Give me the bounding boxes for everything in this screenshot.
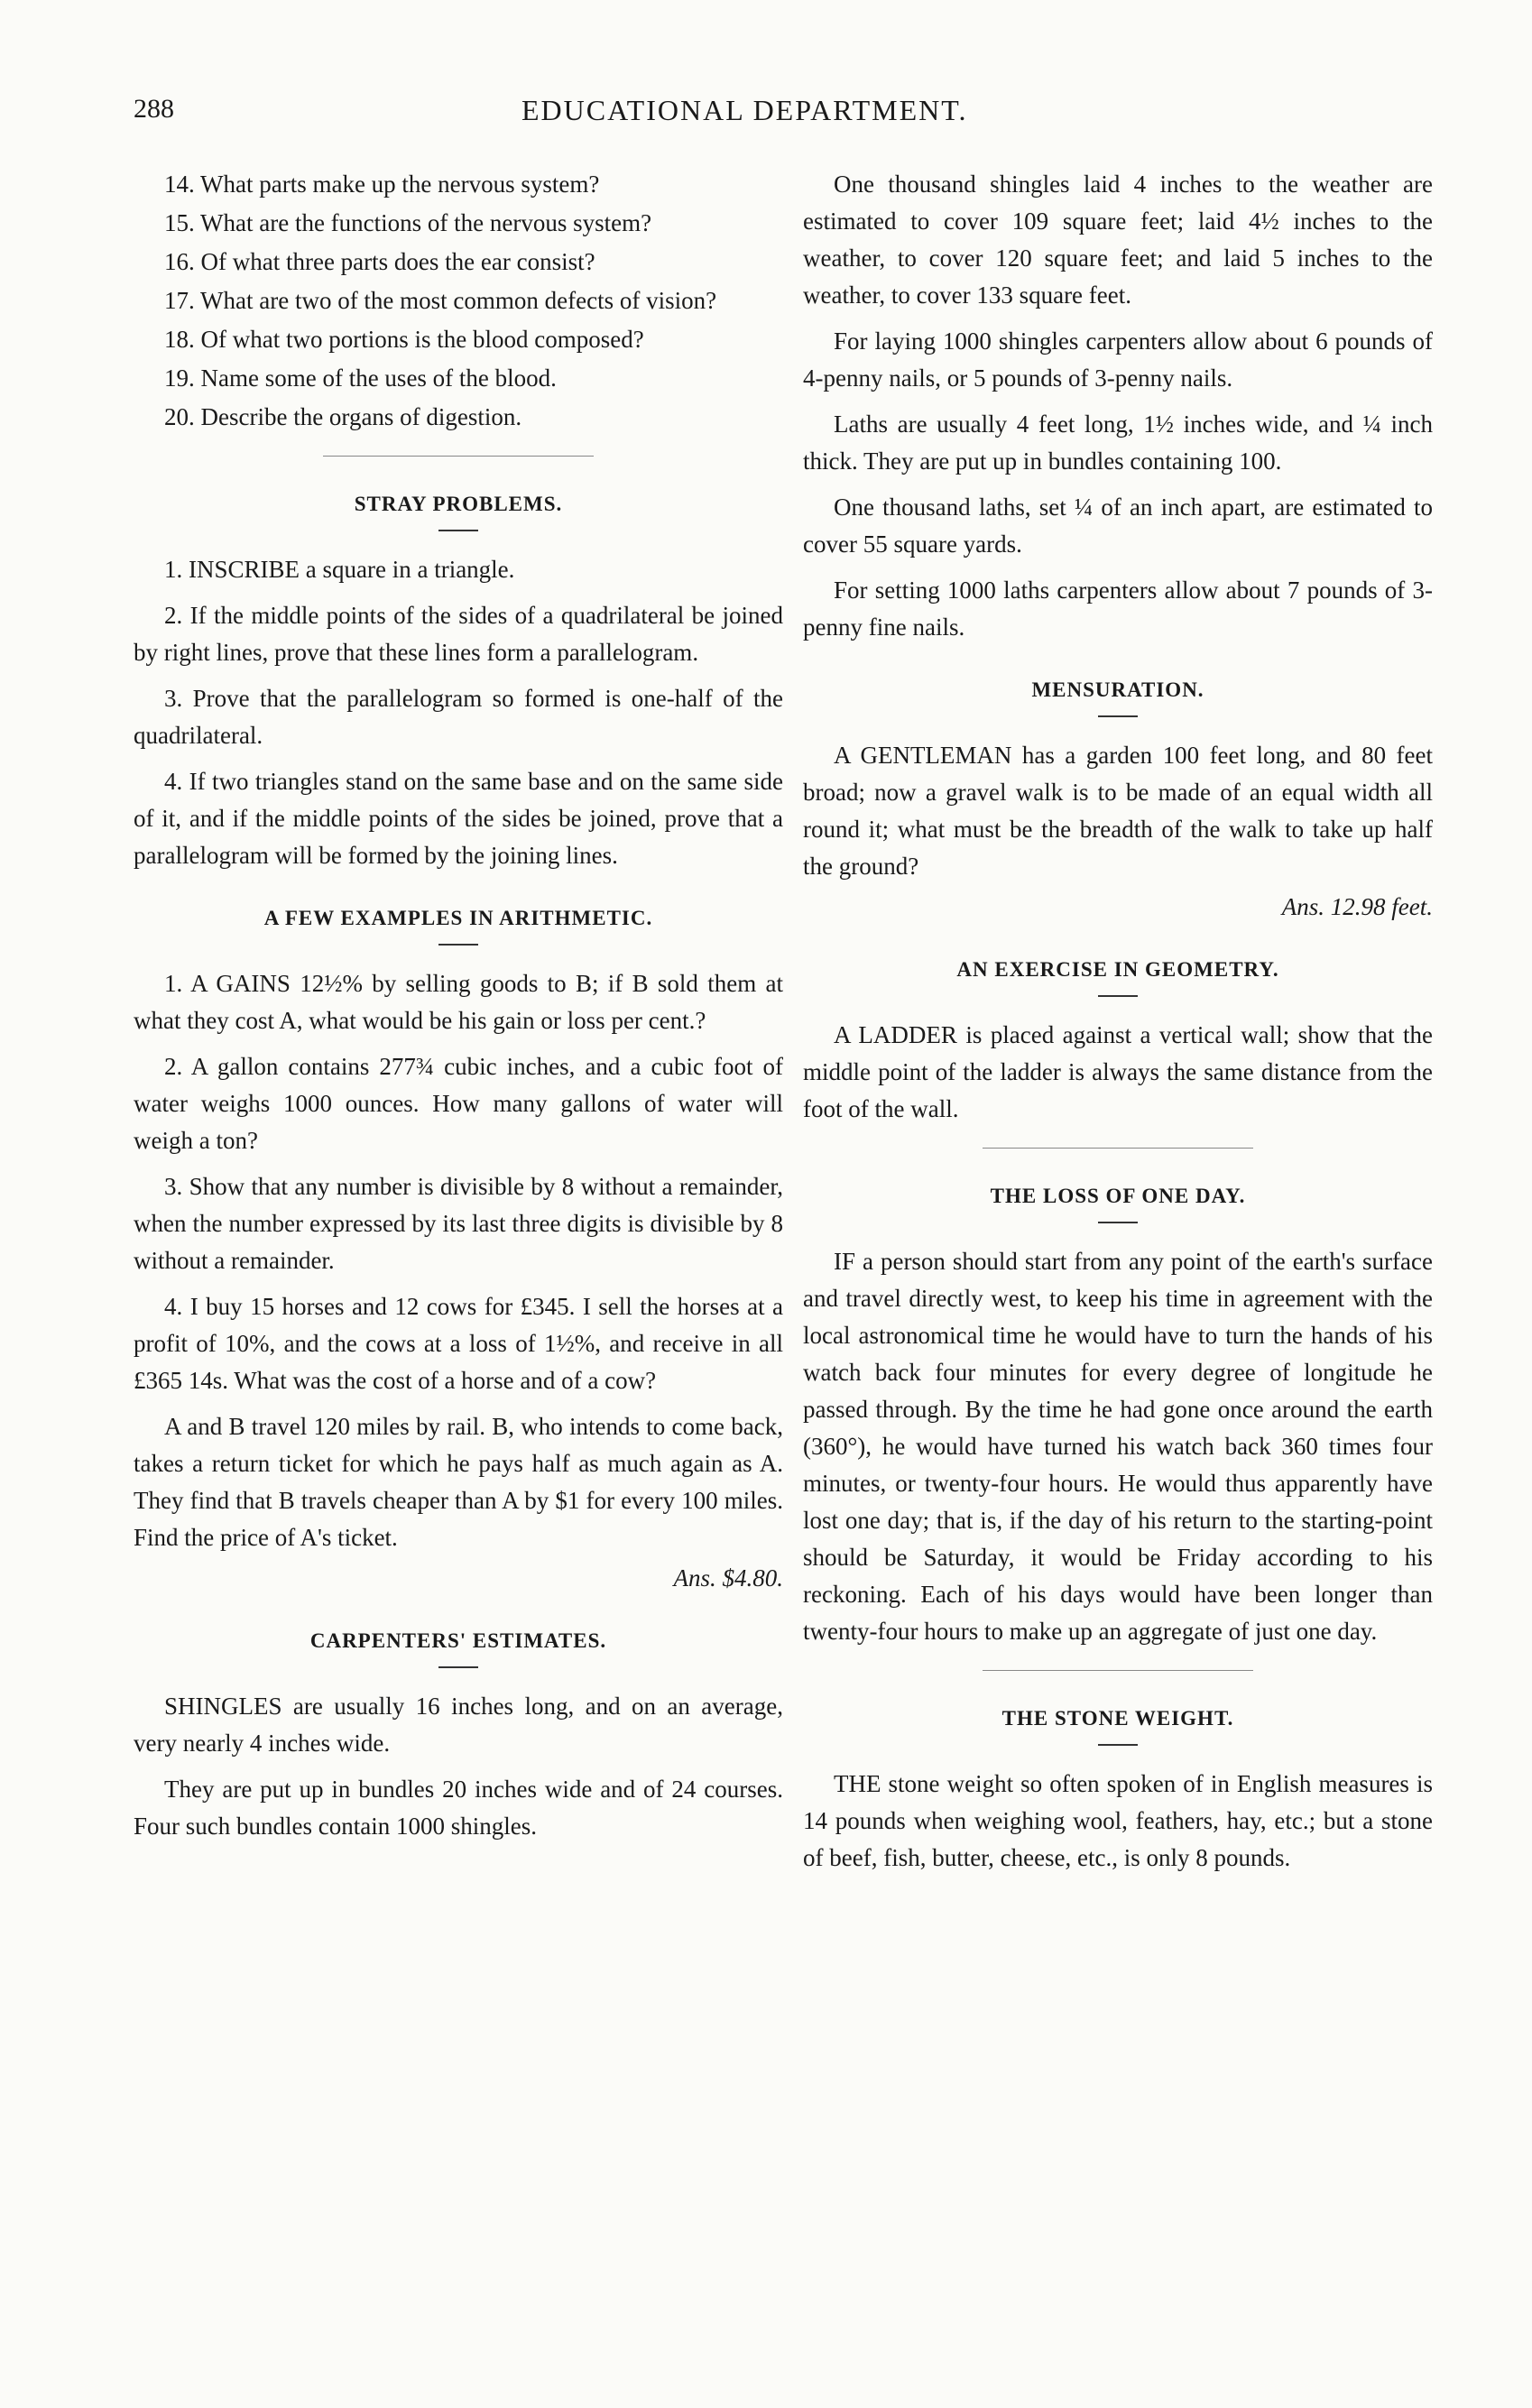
geometry-text: A LADDER is placed against a vertical wall; show that the middle point of the ladder is always the same distance from the foot of the wall. — [803, 1021, 1433, 1122]
question-16: 16. Of what three parts does the ear consist? — [164, 248, 595, 275]
carpenters-para-7: For setting 1000 laths carpenters allow about 7 pounds of 3-penny fine nails. — [803, 577, 1433, 641]
heading-rule — [438, 1666, 478, 1668]
arithmetic-heading: A FEW EXAMPLES IN ARITHMETIC. — [263, 907, 653, 929]
question-19: 19. Name some of the uses of the blood. — [164, 364, 557, 392]
heading-rule — [1098, 1222, 1138, 1223]
mensuration-answer: Ans. 12.98 feet. — [1281, 893, 1433, 920]
page-header — [134, 94, 1424, 137]
mensuration-heading: MENSURATION. — [1031, 678, 1204, 701]
question-20: 20. Describe the organs of digestion. — [164, 403, 522, 430]
carpenters-para-4: For laying 1000 shingles carpenters allow about 6 pounds of 4-penny nails, or 5 pounds of 3-penny nails. — [803, 328, 1433, 392]
arithmetic-example-3: 3. Show that any number is divisible by 8 without a remainder, when the number expressed by its last three digits is divisible by 8 without a remainder. — [134, 1173, 783, 1274]
left-column — [134, 166, 783, 1854]
stray-problem-4: 4. If two triangles stand on the same base and on the same side of it, and if the middle points of the sides be joined, prove that a parallelogram will be formed by the joining lines. — [134, 768, 783, 869]
arithmetic-example-2: 2. A gallon contains 277¾ cubic inches, and a cubic foot of water weighs 1000 ounces. How many gallons of water will weigh a ton? — [134, 1053, 783, 1154]
mensuration-text: A GENTLEMAN has a garden 100 feet long, and 80 feet broad; now a gravel walk is to be made of an equal width all round it; what must be the breadth of the walk to take up half the ground? — [803, 742, 1433, 880]
carpenters-para-1: SHINGLES are usually 16 inches long, and on an average, very nearly 4 inches wide. — [134, 1693, 783, 1757]
arithmetic-example-4: 4. I buy 15 horses and 12 cows for £345. I sell the horses at a profit of 10%, and the cows at a loss of 1½%, and receive in all £365 14s. What was the cost of a horse and of a cow? — [134, 1293, 783, 1394]
stone-weight-heading: THE STONE WEIGHT. — [1001, 1707, 1234, 1730]
arithmetic-answer: Ans. $4.80. — [673, 1564, 783, 1591]
carpenters-heading: CARPENTERS' ESTIMATES. — [309, 1629, 607, 1652]
arithmetic-example-5: A and B travel 120 miles by rail. B, who intends to come back, takes a return ticket for which he pays half as much again as A. They find that B travels cheaper than A by $1 for every 100 miles. Find the price of A's ticket. — [134, 1413, 783, 1551]
section-divider — [983, 1148, 1253, 1149]
section-divider — [323, 456, 594, 457]
question-17: 17. What are two of the most common defects of vision? — [164, 287, 717, 314]
heading-rule — [1098, 1744, 1138, 1746]
question-15: 15. What are the functions of the nervous system? — [164, 209, 652, 236]
arithmetic-example-1: 1. A GAINS 12½% by selling goods to B; if B sold them at what they cost A, what would be his gain or loss per cent.? — [134, 970, 783, 1034]
carpenters-para-3: One thousand shingles laid 4 inches to the weather are estimated to cover 109 square feet; laid 4½ inches to the weather, to cover 120 square feet; and laid 5 inches to the weather, to cover 133 square feet. — [803, 171, 1433, 309]
heading-rule — [438, 944, 478, 946]
question-14: 14. What parts make up the nervous system? — [164, 171, 600, 198]
loss-of-day-text: IF a person should start from any point of the earth's surface and travel directly west, to keep his time in agreement with the local astronomical time he would have to turn the hands of his watch back four minutes for every degree of longitude he passed through. By the time he had gone once around the earth (360°), he would have turned his watch back 360 times four minutes, or twenty-four hours. He would thus apparently have lost one day; that is, if the day of his return to the starting-point should be Saturday, it would be Friday according to his reckoning. Each of his days would have been longer than twenty-four hours to make up an aggregate of just one day. — [803, 1248, 1433, 1645]
running-head: EDUCATIONAL DEPARTMENT. — [521, 94, 968, 126]
question-18: 18. Of what two portions is the blood composed? — [164, 326, 644, 353]
stone-weight-text: THE stone weight so often spoken of in English measures is 14 pounds when weighing wool, feathers, hay, etc.; but a stone of beef, fish, butter, cheese, etc., is only 8 pounds. — [803, 1770, 1433, 1871]
heading-rule — [1098, 715, 1138, 717]
section-divider — [983, 1670, 1253, 1671]
carpenters-para-6: One thousand laths, set ¼ of an inch apart, are estimated to cover 55 square yards. — [803, 494, 1433, 558]
right-column — [803, 166, 1433, 1886]
heading-rule — [438, 530, 478, 531]
page-number: 288 — [134, 94, 174, 124]
carpenters-para-2: They are put up in bundles 20 inches wide and of 24 courses. Four such bundles contain 1000 shingles. — [134, 1776, 783, 1840]
stray-problem-3: 3. Prove that the parallelogram so formed is one-half of the quadrilateral. — [134, 685, 783, 749]
stray-problem-1: 1. INSCRIBE a square in a triangle. — [164, 556, 515, 583]
stray-problem-2: 2. If the middle points of the sides of a quadrilateral be joined by right lines, prove that these lines form a parallelogram. — [134, 602, 783, 666]
heading-rule — [1098, 995, 1138, 997]
loss-of-day-heading: THE LOSS OF ONE DAY. — [990, 1185, 1246, 1207]
geometry-heading: AN EXERCISE IN GEOMETRY. — [956, 958, 1279, 981]
stray-problems-heading: STRAY PROBLEMS. — [354, 493, 563, 515]
carpenters-para-5: Laths are usually 4 feet long, 1½ inches wide, and ¼ inch thick. They are put up in bundles containing 100. — [803, 411, 1433, 475]
